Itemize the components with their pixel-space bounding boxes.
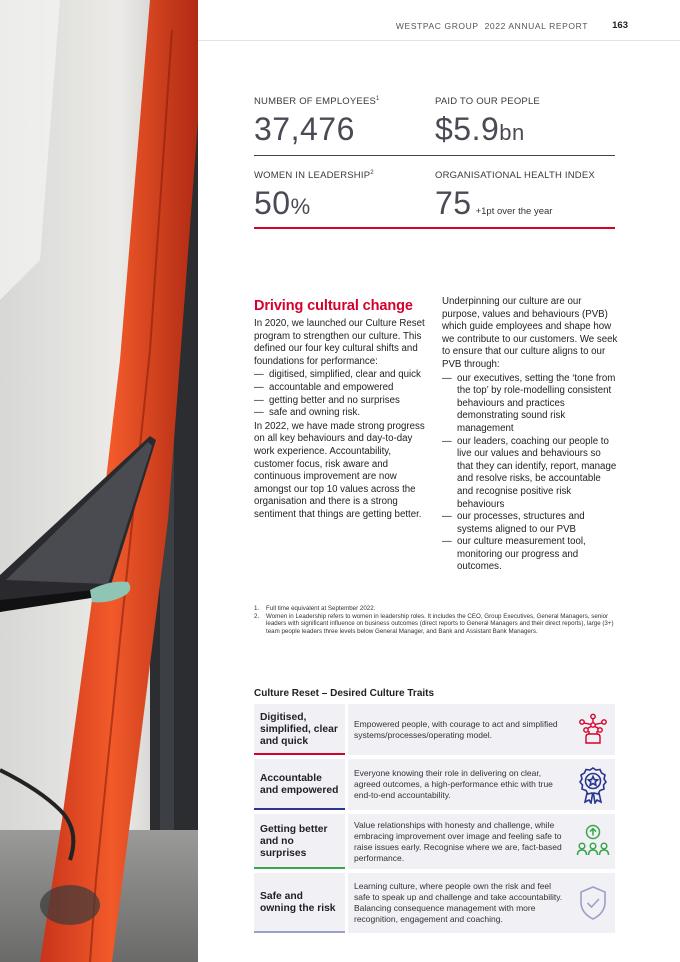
article-intro: In 2020, we launched our Culture Reset program to strengthen our culture. This defined our four key cultural shifts and foundations for performance: — [254, 318, 425, 367]
stat-paid-to-people — [435, 96, 540, 145]
stat-org-health-index — [435, 170, 595, 219]
page-number: 163 — [612, 20, 628, 31]
stat-value: 50% — [254, 185, 311, 221]
cultural-shifts-list — [254, 369, 430, 419]
network-hand-icon — [578, 713, 608, 747]
trait-color-bar — [254, 867, 345, 869]
article-progress: In 2022, we have made strong progress on all key behaviours and day-to-day work experience. Accountability, customer focus, risk aware and continuous improvement are now amongst our top 10 values across the organisation and there is a strong sentiment that things are getting better. — [254, 420, 425, 520]
stat-value: 37,476 — [254, 111, 355, 147]
trait-name: Accountable and empowered — [254, 759, 345, 810]
stat-note: +1pt over the year — [475, 206, 553, 217]
table-row — [254, 704, 615, 755]
header-divider — [198, 40, 680, 41]
stat-label: ORGANISATIONAL HEALTH INDEX — [435, 170, 595, 181]
report-title: WESTPAC GROUP 2022 ANNUAL REPORT — [395, 21, 588, 31]
photo-surfboard-laptop — [0, 0, 198, 962]
cover-photo — [0, 0, 198, 962]
trait-name: Safe and owning the risk — [254, 873, 345, 933]
article-right-column — [442, 296, 618, 574]
trait-name: Digitised, simplified, clear and quick — [254, 704, 345, 755]
stat-label: WOMEN IN LEADERSHIP$^2$ — [254, 170, 374, 181]
stat-value: 75 +1pt over the year — [435, 185, 553, 221]
culture-table-title: Culture Reset – Desired Culture Traits — [254, 688, 435, 699]
award-medal-icon — [578, 766, 608, 804]
stat-value: $5.9bn — [435, 111, 525, 147]
stat-label: PAID TO OUR PEOPLE — [435, 96, 540, 107]
table-row — [254, 759, 615, 810]
list-item: — our processes, structures and systems aligned to our PVB — [442, 511, 585, 535]
list-item: — digitised, simplified, clear and quick — [254, 369, 421, 381]
stats-bottom-rule — [254, 227, 615, 229]
team-growth-icon — [576, 824, 610, 860]
table-row — [254, 814, 615, 869]
stats-divider — [254, 155, 615, 156]
list-item: — our culture measurement tool, monitoring our progress and outcomes. — [442, 536, 586, 573]
table-row — [254, 873, 615, 933]
list-item: — accountable and empowered — [254, 381, 394, 393]
stat-women-in-leadership — [254, 170, 374, 219]
page-header — [254, 19, 628, 37]
stat-employees — [254, 96, 380, 145]
stat-label: NUMBER OF EMPLOYEES$^1$ — [254, 96, 380, 107]
shield-check-icon — [578, 885, 608, 921]
trait-description: Learning culture, where people own the risk and feel safe to speak up and challenge and take accountability. Balancing consequence management with more recognition, engagement and coaching. — [348, 873, 570, 933]
trait-color-bar — [254, 753, 345, 755]
trait-description: Everyone knowing their role in delivering on clear, agreed outcomes, a high-performance ethic with true end-to-end accountability. — [348, 759, 570, 810]
culture-traits-table — [254, 704, 615, 933]
footnote: 1. Full time equivalent at September 2022. — [254, 605, 376, 612]
article-left-column — [254, 297, 430, 522]
trait-color-bar — [254, 931, 345, 933]
trait-description: Value relationships with honesty and challenge, while embracing improvement over image and feeling safe to raise issues early. Recognise where we are, fact-based performance. — [348, 814, 570, 869]
trait-color-bar — [254, 808, 345, 810]
list-item: — safe and owning risk. — [254, 407, 361, 419]
article-pvb: Underpinning our culture are our purpose, values and behaviours (PVB) which guide employees and shape how we contribute to our customers. We seek to ensure that our culture aligns to our PVB through: — [442, 296, 618, 370]
list-item: — our executives, setting the ‘tone from the top’ by role-modelling consistent behaviours and practices demonstrating sound risk management — [442, 372, 616, 434]
pvb-alignment-list — [442, 373, 618, 575]
article-heading: Driving cultural change — [254, 298, 413, 314]
trait-description: Empowered people, with courage to act and simplified systems/processes/operating model. — [348, 704, 570, 755]
list-item: — getting better and no surprises — [254, 394, 400, 406]
footnotes — [254, 605, 618, 635]
trait-name: Getting better and no surprises — [254, 814, 345, 869]
footnote: 2. Women in Leadership refers to women in leadership roles. It includes the CEO, Group Executives, General Managers, senior leaders with significant influence on business outcomes (direct reports to General Managers and their direct reports), large (3+) team people leaders three levels below General Manager, and Bank and Assistant Bank Managers. — [254, 612, 614, 635]
list-item: — our leaders, coaching our people to live our values and behaviours so that they can identify, report, manage and resolve risks, be accountable and recognise positive risk behaviours — [442, 435, 617, 510]
